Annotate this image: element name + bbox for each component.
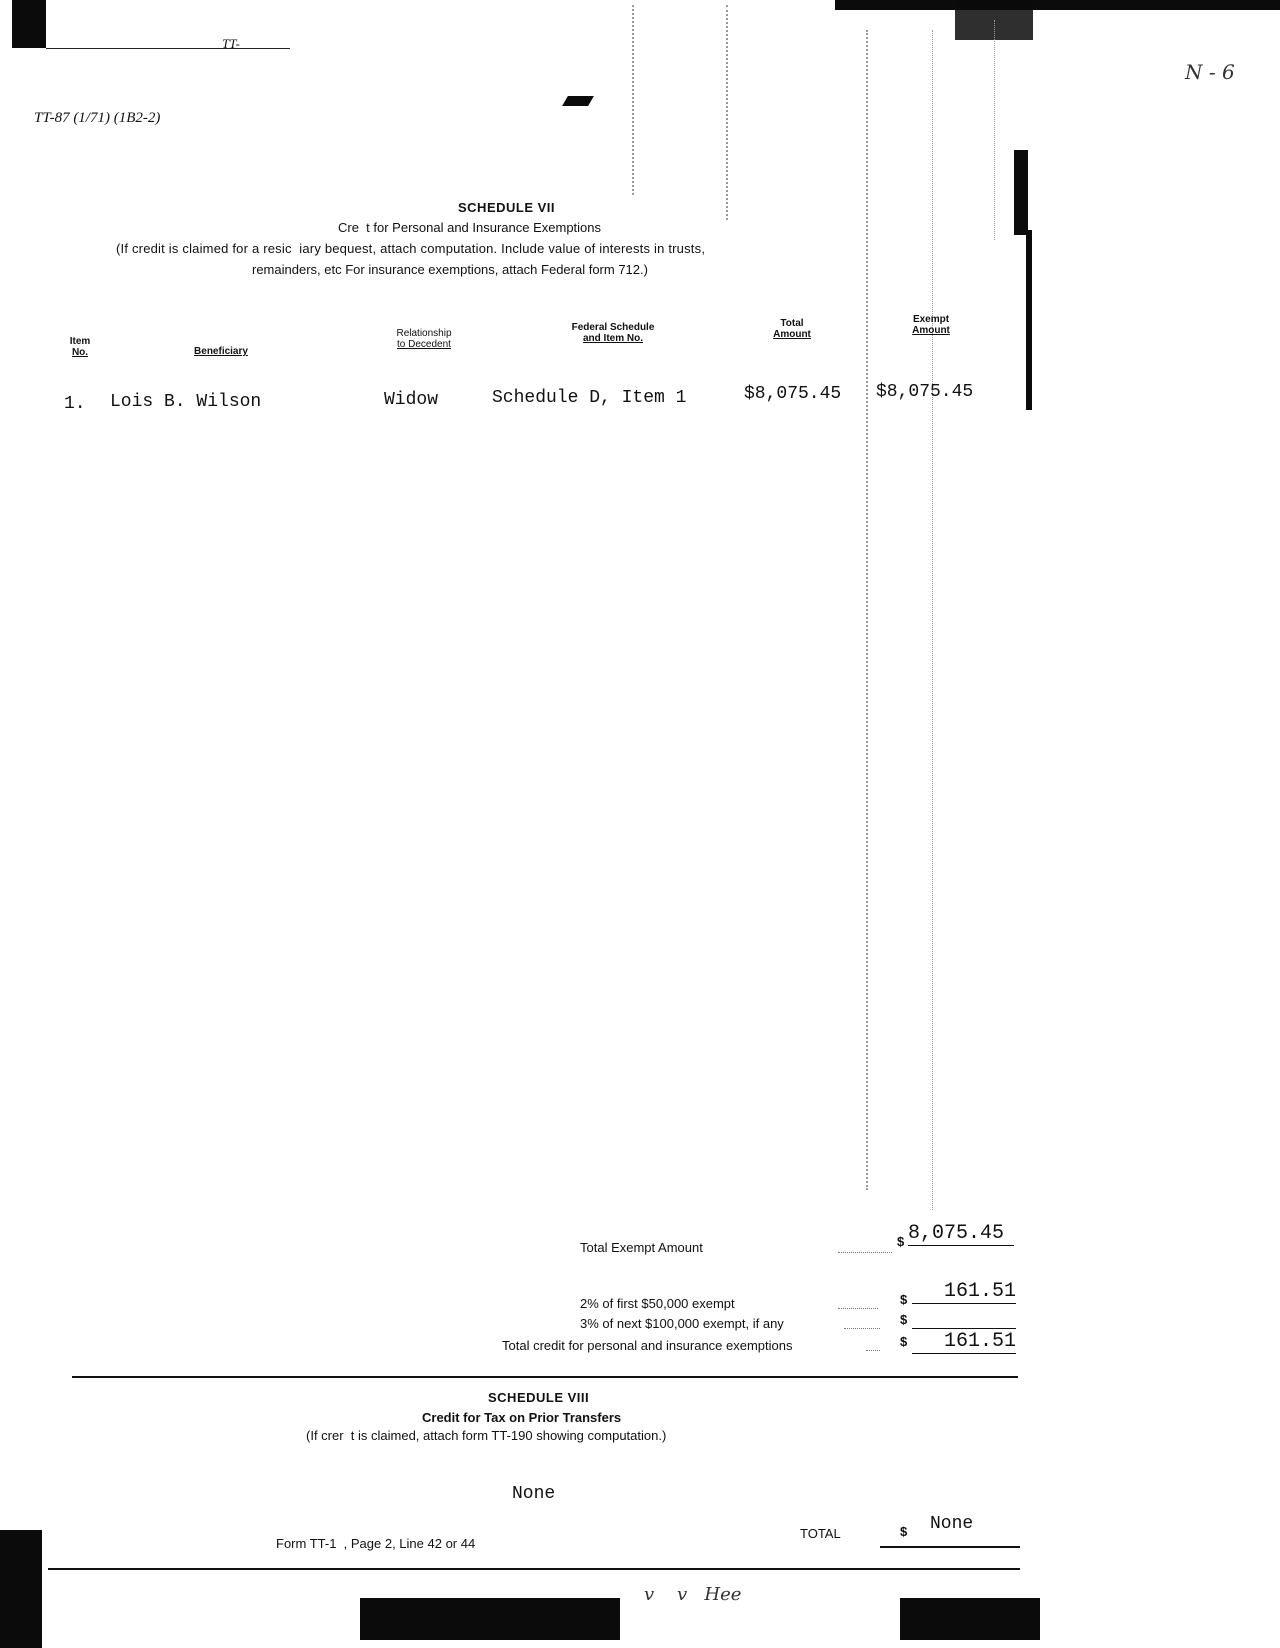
top-rule <box>46 48 290 49</box>
corner-annotation: N - 6 <box>1185 60 1235 84</box>
scan-artifact-top-left <box>12 0 46 48</box>
scan-artifact-arrow <box>562 96 594 106</box>
three-pct-label: 3% of next $100,000 exempt, if any <box>580 1316 784 1331</box>
footer-form-reference: Form TT-1 , Page 2, Line 42 or 44 <box>276 1536 476 1551</box>
row-total-amount: $8,075.45 <box>744 384 842 404</box>
two-pct-value: 161.51 <box>912 1280 1016 1304</box>
col-header-exempt-amount: Exempt Amount <box>912 314 950 336</box>
table-row <box>0 382 1280 416</box>
scan-noise-column <box>866 30 868 1190</box>
scan-artifact-right-edge <box>1014 150 1028 235</box>
footer-total-rule <box>880 1546 1020 1548</box>
col-header-beneficiary: Beneficiary <box>194 346 248 357</box>
total-exempt-leader <box>838 1252 892 1253</box>
total-exempt-value: 8,075.45 <box>908 1222 1014 1246</box>
schedule-viii-title: SCHEDULE VIII <box>488 1390 590 1405</box>
three-pct-value <box>912 1314 1016 1329</box>
footer-bottom-rule <box>48 1568 1020 1570</box>
row-item-no: 1. <box>64 394 86 414</box>
footer-total-label: TOTAL <box>800 1526 841 1541</box>
scan-artifact-right-edge-2 <box>1026 230 1032 410</box>
schedule-vii-subtitle: Cre t for Personal and Insurance Exemptions <box>338 220 602 235</box>
row-beneficiary: Lois B. Wilson <box>110 392 262 412</box>
col-header-federal-schedule: Federal Schedule and Item No. <box>571 322 655 344</box>
scan-artifact-top-right <box>835 0 1280 10</box>
footer-total-dollar: $ <box>900 1524 908 1539</box>
scan-noise-column <box>994 20 995 240</box>
top-stub-text: TT- <box>222 36 240 51</box>
scan-noise-column <box>632 5 634 195</box>
scan-artifact-bottom-left <box>0 1530 42 1648</box>
schedule-viii-subtitle: Credit for Tax on Prior Transfers <box>422 1410 622 1425</box>
col-header-item-no: Item No. <box>69 336 91 358</box>
schedule-vii-title: SCHEDULE VII <box>458 200 556 215</box>
total-credit-value: 161.51 <box>912 1330 1016 1354</box>
section-divider <box>72 1376 1018 1378</box>
form-number: TT-87 (1/71) (1B2-2) <box>34 110 161 126</box>
schedule-viii-note: (If crer t is claimed, attach form TT-190 showing computation.) <box>306 1428 667 1443</box>
bottom-scribble: v v Hee <box>644 1584 742 1605</box>
col-header-total-amount: Total Amount <box>773 318 811 340</box>
col-header-relationship: Relationship to Decedent <box>396 328 452 350</box>
schedule-viii-body-value: None <box>512 1484 556 1504</box>
scan-noise-column <box>932 30 933 1210</box>
two-pct-dollar: $ <box>900 1292 908 1307</box>
scan-noise-column <box>726 5 728 220</box>
row-relationship: Widow <box>384 390 439 410</box>
total-exempt-dollar: $ <box>897 1234 905 1249</box>
schedule-vii-note-2: remainders, etc For insurance exemptions, attach Federal form 712.) <box>252 262 648 277</box>
total-credit-leader <box>866 1350 880 1351</box>
three-pct-leader <box>844 1328 880 1329</box>
footer-total-value: None <box>930 1514 974 1534</box>
three-pct-dollar: $ <box>900 1312 908 1327</box>
row-exempt-amount: $8,075.45 <box>876 382 974 402</box>
total-credit-dollar: $ <box>900 1334 908 1349</box>
row-federal-schedule: Schedule D, Item 1 <box>492 388 687 408</box>
total-credit-label: Total credit for personal and insurance exemptions <box>502 1338 793 1353</box>
total-exempt-label: Total Exempt Amount <box>580 1240 703 1255</box>
two-pct-leader <box>838 1308 878 1309</box>
two-pct-label: 2% of first $50,000 exempt <box>580 1296 735 1311</box>
schedule-vii-note-1: (If credit is claimed for a resic iary bequest, attach computation. Include value of interests in trusts, <box>116 241 706 256</box>
